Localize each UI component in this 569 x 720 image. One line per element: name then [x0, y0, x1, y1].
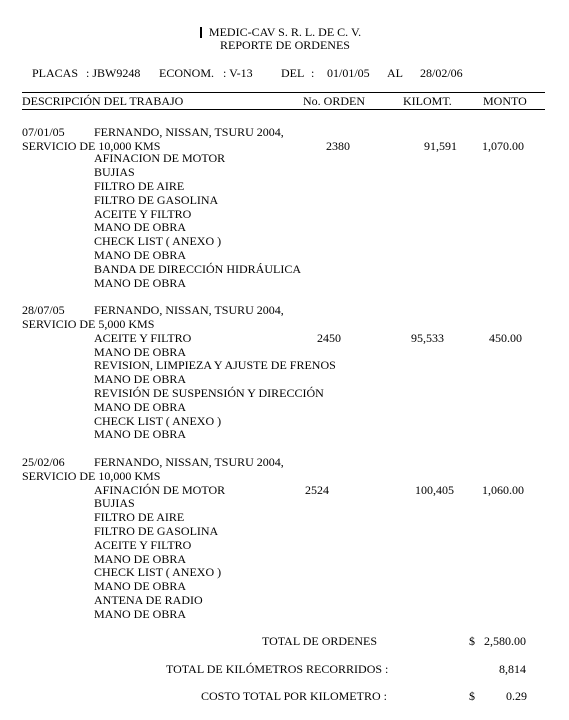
order-service: SERVICIO DE 5,000 KMS: [22, 317, 155, 331]
list-item: MANO DE OBRA: [94, 220, 187, 234]
order-date: 07/01/05: [22, 125, 65, 139]
list-item: CHECK LIST ( ANEXO ): [94, 234, 222, 248]
header-rule-top: [22, 92, 545, 93]
placas-value: : JBW9248: [86, 66, 141, 80]
econom-value: : V-13: [223, 66, 253, 80]
total-km-label: TOTAL DE KILÓMETROS RECORRIDOS :: [166, 662, 389, 676]
list-item: REVISIÓN DE SUSPENSIÓN Y DIRECCIÓN: [94, 386, 324, 400]
col-order-no: No. ORDEN: [303, 94, 365, 108]
list-item: ACEITE Y FILTRO: [94, 538, 192, 552]
list-item: FILTRO DE GASOLINA: [94, 193, 219, 207]
total-km-value: 8,814: [499, 662, 526, 676]
col-description: DESCRIPCIÓN DEL TRABAJO: [22, 94, 184, 108]
list-item: AFINACIÓN DE MOTOR: [94, 483, 226, 497]
list-item: ANTENA DE RADIO: [94, 593, 203, 607]
list-item: FILTRO DE AIRE: [94, 510, 185, 524]
col-km: KILOMT.: [403, 94, 452, 108]
total-orders-value: 2,580.00: [484, 634, 526, 648]
cost-per-km-currency: $: [469, 689, 475, 703]
company-name: MEDIC-CAV S. R. L. DE C. V.: [208, 25, 362, 39]
list-item: MANO DE OBRA: [94, 276, 187, 290]
list-item: FILTRO DE GASOLINA: [94, 524, 219, 538]
order-amount: 1,070.00: [482, 139, 524, 153]
header-rule-bottom: [22, 109, 545, 110]
list-item: MANO DE OBRA: [94, 372, 187, 386]
list-item: FILTRO DE AIRE: [94, 179, 185, 193]
order-number: 2380: [326, 139, 350, 153]
placas-label: PLACAS: [32, 66, 79, 80]
cost-per-km-value: 0.29: [506, 689, 527, 703]
del-value: :: [311, 66, 315, 80]
list-item: MANO DE OBRA: [94, 248, 187, 262]
cost-per-km-label: COSTO TOTAL POR KILOMETRO :: [201, 689, 387, 703]
order-number: 2524: [305, 483, 329, 497]
total-orders-currency: $: [469, 634, 475, 648]
list-item: MANO DE OBRA: [94, 607, 187, 621]
list-item: REVISION, LIMPIEZA Y AJUSTE DE FRENOS: [94, 358, 336, 372]
list-item: CHECK LIST ( ANEXO ): [94, 414, 222, 428]
list-item: BANDA DE DIRECCIÓN HIDRÁULICA: [94, 262, 301, 276]
order-km: 91,591: [424, 139, 457, 153]
date-to: 28/02/06: [420, 66, 463, 80]
list-item: ACEITE Y FILTRO: [94, 331, 192, 345]
order-customer: FERNANDO, NISSAN, TSURU 2004,: [94, 455, 284, 469]
list-item: CHECK LIST ( ANEXO ): [94, 565, 222, 579]
order-amount: 1,060.00: [482, 483, 524, 497]
col-amount: MONTO: [483, 94, 527, 108]
del-label: DEL: [281, 66, 305, 80]
order-amount: 450.00: [489, 331, 522, 345]
list-item: MANO DE OBRA: [94, 400, 187, 414]
list-item: BUJIAS: [94, 165, 135, 179]
order-customer: FERNANDO, NISSAN, TSURU 2004,: [94, 303, 284, 317]
order-customer: FERNANDO, NISSAN, TSURU 2004,: [94, 125, 284, 139]
order-date: 25/02/06: [22, 455, 65, 469]
order-service: SERVICIO DE 10,000 KMS: [22, 139, 161, 153]
al-label: AL: [387, 66, 403, 80]
list-item: MANO DE OBRA: [94, 345, 187, 359]
list-item: MANO DE OBRA: [94, 579, 187, 593]
total-orders-label: TOTAL DE ORDENES: [262, 634, 378, 648]
list-item: ACEITE Y FILTRO: [94, 207, 192, 221]
list-item: MANO DE OBRA: [94, 552, 187, 566]
order-km: 100,405: [415, 483, 454, 497]
report-title: REPORTE DE ORDENES: [220, 38, 350, 52]
list-item: AFINACION DE MOTOR: [94, 151, 226, 165]
list-item: MANO DE OBRA: [94, 427, 187, 441]
date-from: 01/01/05: [327, 66, 370, 80]
order-service: SERVICIO DE 10,000 KMS: [22, 469, 161, 483]
order-date: 28/07/05: [22, 303, 65, 317]
econom-label: ECONOM.: [159, 66, 215, 80]
order-km: 95,533: [411, 331, 444, 345]
list-item: BUJIAS: [94, 496, 135, 510]
order-number: 2450: [317, 331, 341, 345]
